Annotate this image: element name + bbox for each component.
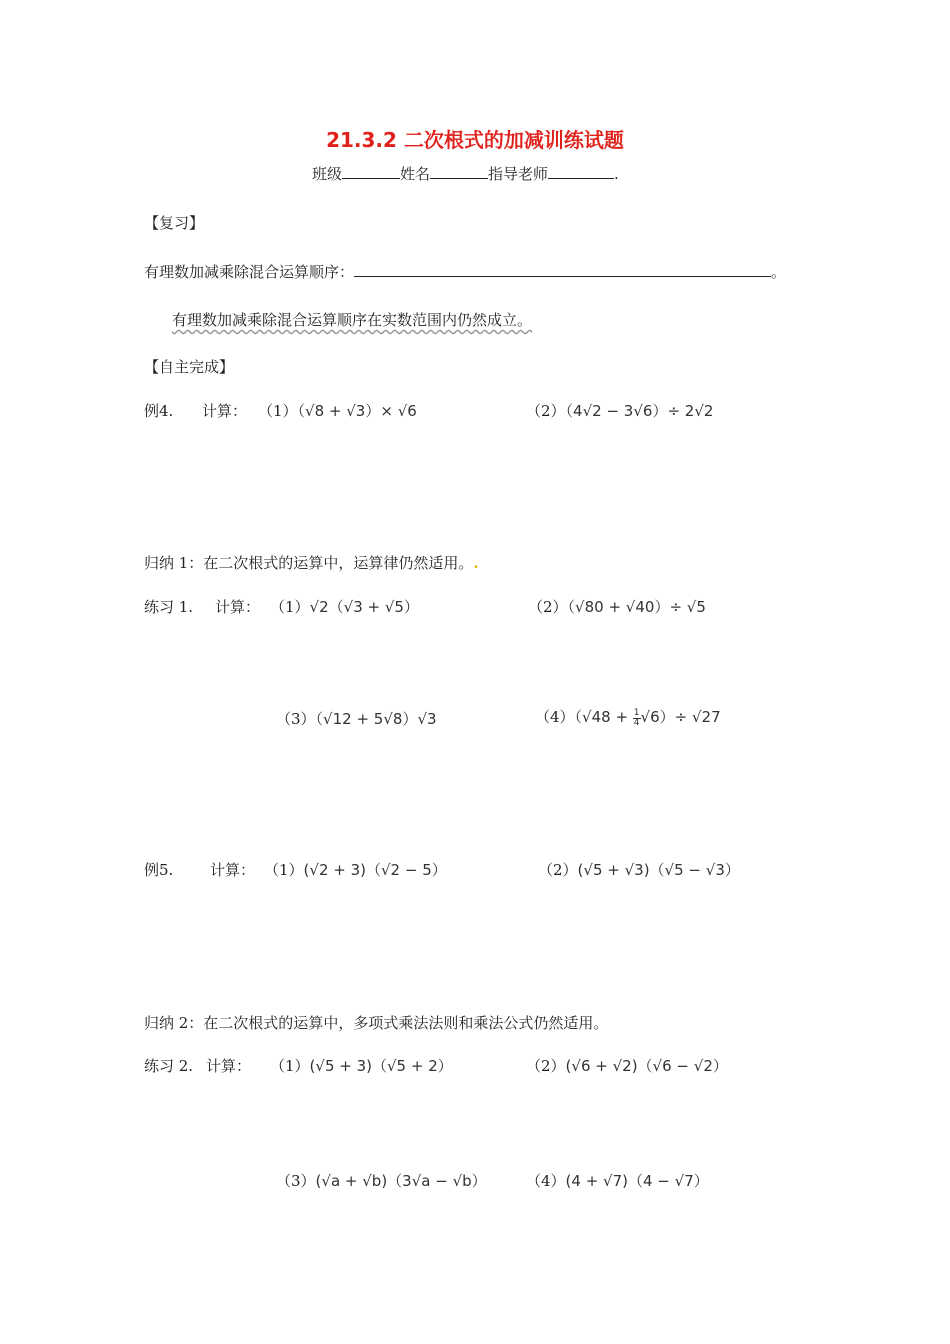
info-end: . [614,165,619,183]
problem-number: （1） [270,598,310,616]
practice-2-problem-3 [276,1170,487,1191]
practice-2-calc: 计算： [206,1057,252,1075]
problem-number: （1） [258,402,298,420]
practice-1-problem-1 [270,596,419,617]
example-5-label: 例5. [144,861,174,879]
summary-1-dot: . [473,554,479,572]
math-expression: （4√2 − 3√6）÷ 2√2 [565,402,714,420]
practice-1-problem-4 [535,706,721,728]
practice-2-label: 练习 2. [144,1057,194,1075]
student-info-line [312,163,619,184]
math-expression: (√6 + √2)（√6 − √2） [565,1057,728,1075]
practice-1-problem-3 [276,708,437,729]
teacher-blank[interactable] [548,164,614,179]
practice-1-calc: 计算： [215,598,261,616]
math-expression: √2（√3 + √5） [309,598,419,616]
example-4-problem-2 [526,400,713,421]
teacher-label: 指导老师 [488,165,549,183]
fraction [633,709,641,728]
example-4-label: 例4. [144,402,174,420]
problem-number: （4） [535,708,575,726]
example-4-problem-1 [258,400,417,421]
practice-2-problem-1 [270,1055,453,1076]
name-blank[interactable] [430,164,488,179]
example-5-calc: 计算： [210,861,256,879]
example-4-calc: 计算： [202,402,248,420]
review-question-end: 。 [771,263,787,281]
practice-1-problem-2 [528,596,706,617]
review-heading: 【复习】 [144,214,205,232]
math-expression: （√8 + √3）× √6 [297,402,417,420]
class-label: 班级 [312,165,343,183]
problem-number: （2） [528,598,568,616]
math-expression: (√2 + 3)（√2 − 5） [303,861,447,879]
review-question-label: 有理数加减乘除混合运算顺序： [144,263,355,281]
problem-number: （2） [526,402,566,420]
math-expression-a: （√48 + [574,708,633,726]
problem-number: （3） [276,710,316,728]
review-statement: 有理数加减乘除混合运算顺序在实数范围内仍然成立。 [172,311,533,329]
math-expression-b: √6）÷ √27 [640,708,721,726]
problem-number: （3） [276,1172,316,1190]
review-question [144,261,786,282]
review-answer-blank[interactable] [354,261,771,277]
problem-number: （2） [538,861,578,879]
class-blank[interactable] [342,164,400,179]
practice-2-problem-2 [526,1055,728,1076]
problem-number: （4） [526,1172,566,1190]
page-title: 21.3.2 二次根式的加减训练试题 [326,128,624,152]
math-expression: (√5 + √3)（√5 − √3） [577,861,740,879]
problem-number: （2） [526,1057,566,1075]
example-5-problem-1 [264,859,447,880]
summary-2: 归纳 2：在二次根式的运算中，多项式乘法法则和乘法公式仍然适用。 [144,1014,609,1032]
fraction-numerator: 1 [633,707,640,718]
fraction-denominator: 4 [633,717,640,728]
summary-1 [144,552,479,573]
practice-1-label: 练习 1. [144,598,194,616]
self-complete-heading: 【自主完成】 [144,358,235,376]
problem-number: （1） [270,1057,310,1075]
problem-number: （1） [264,861,304,879]
math-expression: (4 + √7)（4 − √7） [565,1172,709,1190]
math-expression: （√80 + √40）÷ √5 [567,598,706,616]
name-label: 姓名 [400,165,431,183]
math-expression: (√a + √b)（3√a − √b） [315,1172,487,1190]
summary-1-text: 归纳 1：在二次根式的运算中，运算律仍然适用。 [144,554,474,572]
example-5-problem-2 [538,859,740,880]
math-expression: (√5 + 3)（√5 + 2） [309,1057,453,1075]
practice-2-problem-4 [526,1170,709,1191]
math-expression: （√12 + 5√8）√3 [315,710,437,728]
